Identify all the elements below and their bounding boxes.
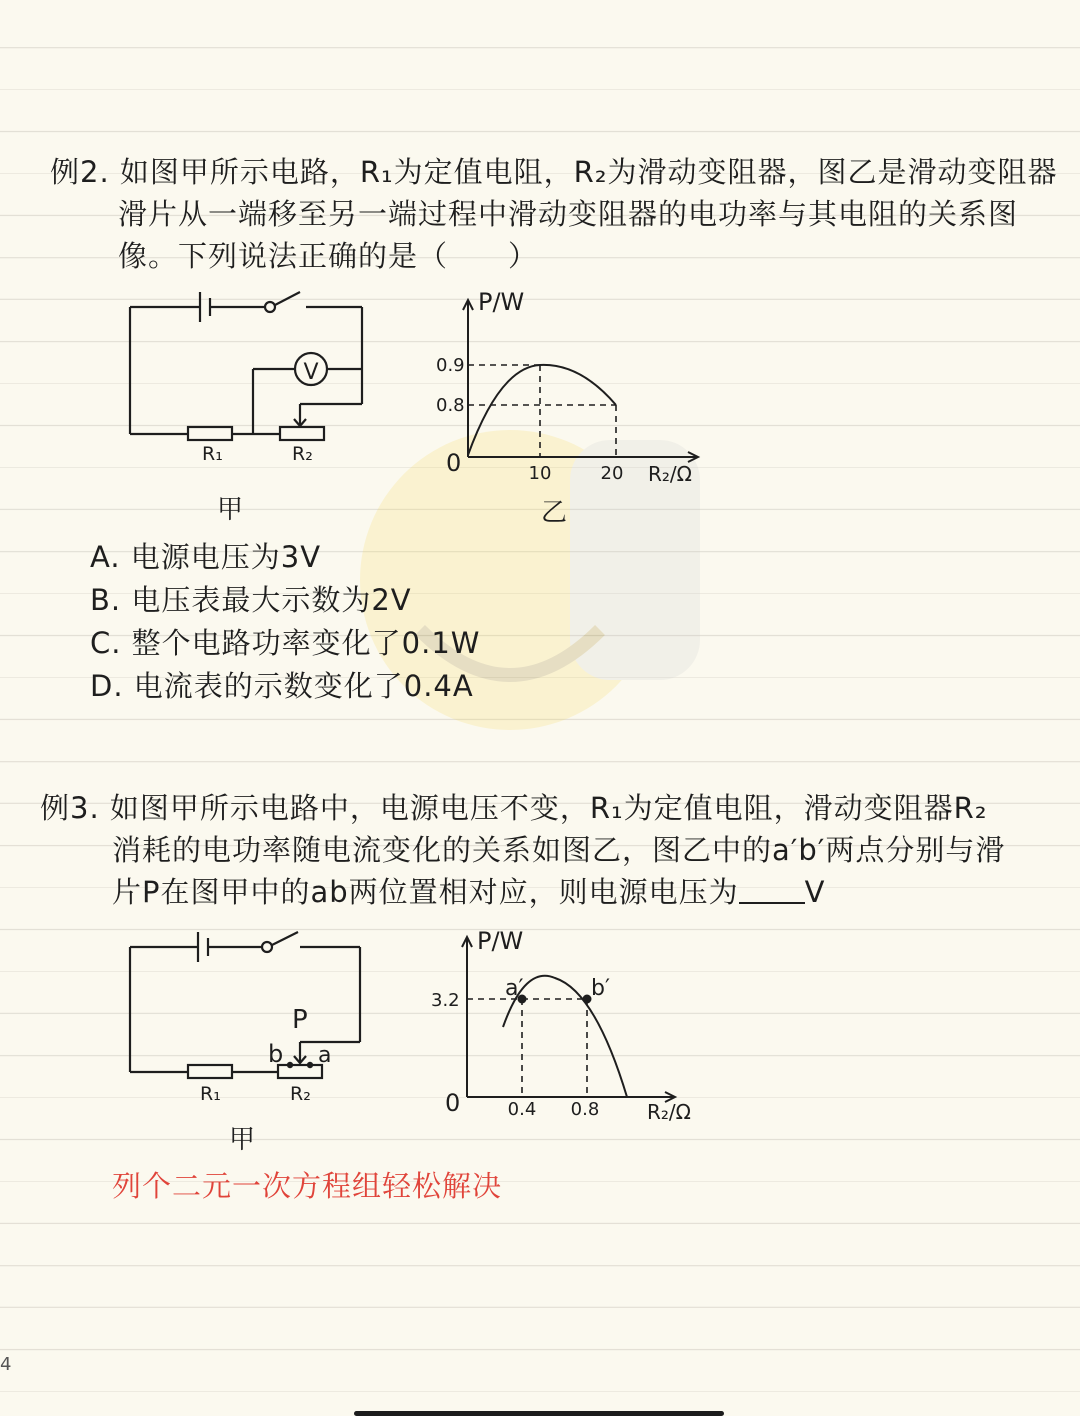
example3-question-line1: 例3. 如图甲所示电路中，电源电压不变，R₁为定值电阻，滑动变阻器R₂ bbox=[40, 791, 988, 825]
r2-label: R₂ bbox=[290, 1083, 311, 1105]
graph-origin-label: 0 bbox=[445, 1089, 461, 1117]
graph-y-axis-label: P/W bbox=[478, 288, 525, 316]
graph-x-axis-label: R₂/Ω bbox=[647, 1100, 691, 1124]
r2-label: R₂ bbox=[292, 443, 313, 465]
example2-power-resistance-graph bbox=[430, 285, 720, 530]
point-a-prime-label: a′ bbox=[505, 976, 524, 1001]
circuit-caption: 甲 bbox=[216, 495, 244, 525]
home-indicator[interactable] bbox=[354, 1411, 724, 1416]
graph-y-tick-0.8: 0.8 bbox=[436, 395, 465, 416]
example2-question-line3: 像。下列说法正确的是（ ） bbox=[118, 239, 539, 273]
solution-hint: 列个二元一次方程组轻松解决 bbox=[112, 1169, 503, 1203]
r1-label: R₁ bbox=[202, 443, 223, 465]
page-number: 4 bbox=[0, 1354, 12, 1375]
graph-x-tick-0.4: 0.4 bbox=[507, 1099, 537, 1120]
graph-y-axis-label: P/W bbox=[477, 927, 524, 955]
graph-origin-label: 0 bbox=[446, 449, 462, 477]
graph-caption: 乙 bbox=[540, 498, 568, 528]
graph-y-tick-0.9: 0.9 bbox=[436, 355, 465, 376]
voltmeter-label: V bbox=[303, 360, 319, 385]
example3-question-line3: 片P在图甲中的ab两位置相对应，则电源电压为 V bbox=[112, 875, 826, 909]
slider-p-label: P bbox=[292, 1005, 308, 1035]
graph-x-tick-10: 10 bbox=[528, 463, 552, 484]
graph-x-tick-0.8: 0.8 bbox=[570, 1099, 600, 1120]
example2-circuit-diagram bbox=[110, 280, 390, 530]
graph-x-axis-label: R₂/Ω bbox=[648, 462, 692, 486]
option-d: D. 电流表的示数变化了0.4A bbox=[90, 669, 474, 703]
r1-label: R₁ bbox=[200, 1083, 221, 1105]
example3-question-line2: 消耗的电功率随电流变化的关系如图乙，图乙中的a′b′两点分别与滑 bbox=[112, 833, 1006, 867]
graph-x-tick-20: 20 bbox=[600, 463, 624, 484]
option-c: C. 整个电路功率变化了0.1W bbox=[90, 626, 481, 660]
option-a: A. 电源电压为3V bbox=[90, 540, 322, 574]
graph-y-tick-3.2: 3.2 bbox=[431, 990, 460, 1011]
example3-power-graph bbox=[425, 925, 715, 1125]
option-b: B. 电压表最大示数为2V bbox=[90, 583, 412, 617]
position-b-label: b bbox=[268, 1040, 284, 1068]
circuit-caption: 甲 bbox=[228, 1125, 256, 1155]
point-b-prime-label: b′ bbox=[591, 976, 610, 1001]
example2-question-line1: 例2. 如图甲所示电路，R₁为定值电阻，R₂为滑动变阻器，图乙是滑动变阻器 bbox=[50, 155, 1058, 189]
example3-circuit-diagram bbox=[110, 920, 390, 1170]
example2-question-line2: 滑片从一端移至另一端过程中滑动变阻器的电功率与其电阻的关系图 bbox=[118, 197, 1019, 231]
position-a-label: a bbox=[318, 1043, 332, 1068]
